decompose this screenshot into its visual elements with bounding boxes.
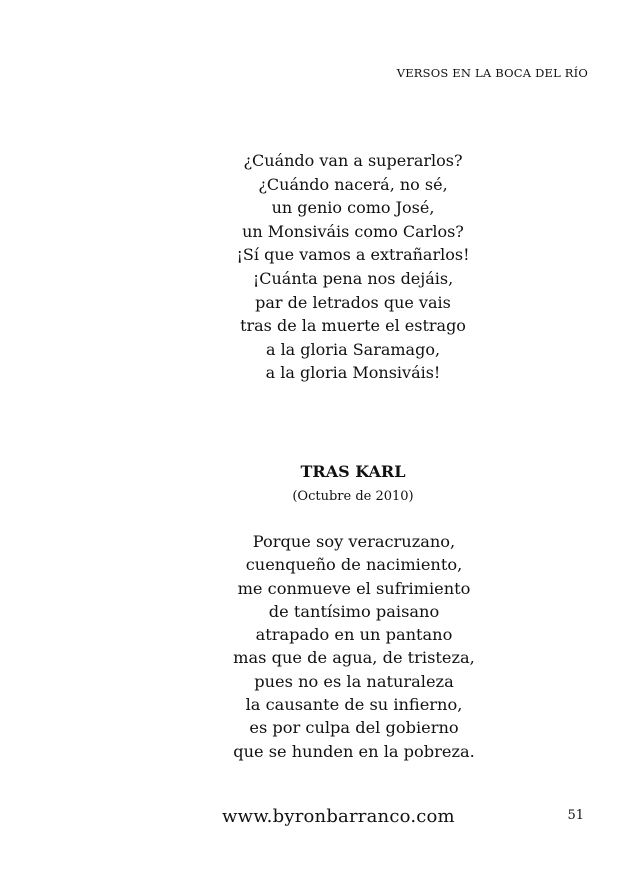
verse-line: atrapado en un pantano — [255, 625, 453, 645]
verse-line: tras de la muerte el estrago — [240, 316, 466, 336]
verse-line: ¿Cuándo van a superarlos? — [243, 151, 463, 170]
verse-line: que se hunden en la pobreza. — [233, 741, 475, 761]
verse-line: a la gloria Monsiváis! — [265, 363, 441, 383]
verse-line: ¡Cuánta pena nos dejáis, — [252, 268, 454, 288]
stanza-2 — [0, 530, 638, 763]
verse-line: un genio como José, — [271, 198, 435, 218]
running-header: VERSOS EN LA BOCA DEL RÍO — [396, 66, 588, 80]
verse-line: cuenqueño de nacimiento, — [245, 555, 463, 575]
verse-line: de tantísimo paisano — [268, 601, 440, 621]
verse-line: me conmueve el sufrimiento — [237, 578, 471, 598]
verse-line: un Monsiváis como Carlos? — [242, 221, 464, 241]
poem-title: TRAS KARL — [300, 462, 406, 481]
verse-line: a la gloria Saramago, — [265, 339, 441, 359]
poem-date: (Octubre de 2010) — [292, 489, 414, 504]
page-number: 51 — [567, 808, 584, 823]
verse-line: ¿Cuándo nacerá, no sé, — [258, 174, 448, 194]
stanza-1 — [0, 149, 638, 385]
verse-line: la causante de su infierno, — [245, 695, 463, 715]
verse-line: par de letrados que vais — [255, 292, 451, 312]
verse-line: Porque soy veracruzano, — [252, 532, 456, 551]
verse-line: mas que de agua, de tristeza, — [233, 648, 475, 668]
verse-line: pues no es la naturaleza — [254, 671, 454, 691]
footer-url: www.byronbarranco.com — [222, 806, 455, 827]
verse-line: ¡Sí que vamos a extrañarlos! — [236, 245, 470, 265]
verse-line: es por culpa del gobierno — [249, 718, 459, 738]
